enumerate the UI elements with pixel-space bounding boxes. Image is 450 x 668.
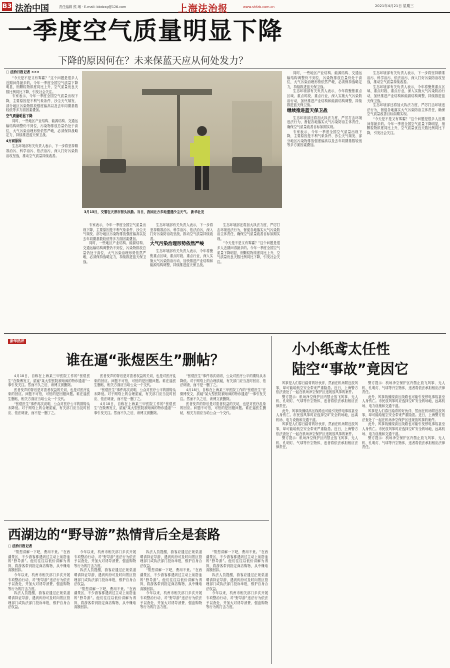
right-feature-paragraph: 此外，风筝线缠绕高压线路也可能引发停电事故甚至人身伤亡。市民放风筝时应选择空旷安全的场地，远离机场、电力设施和交通干道。 — [276, 408, 358, 422]
lead-subtitle: 4方面原因 — [6, 138, 22, 143]
lead-paragraph: 生态环境部还将加大执法力度，严厉打击环境违法行为，督促各地落实大气污染防治主体责任，确保空气质量改善目标如期实现。 — [367, 103, 445, 117]
bottom-feature-paragraph: 执法人员提醒，游客应通过正规渠道聘请持证导游，遇到纠纷可及时向景区管理部门或执法部门投诉举报，维护自身合法权益。 — [206, 572, 268, 591]
section-title: 法治中国 — [15, 3, 50, 14]
bottom-feature-paragraph: “帮您讲解一下吧，费用不贵。”在西湖景区，不少游客都遇到过主动上前搭讪的“野导游”。他们往往以低价讲解为诱饵，将游客带到指定商店购物，从中赚取高额回扣。 — [206, 550, 268, 573]
smog-traffic-photo — [82, 71, 282, 208]
left-feature-paragraph: 医者发声的背后是对患者权益的关切，也是对医疗乱象的回应。问题不可怕，可怕的是回避问题。谁在逼医生删帖，相关方面应当给公众一个交代。 — [8, 387, 90, 401]
left-feature-column — [180, 374, 266, 516]
lead-paragraph: 生态环境部还将加大执法力度，严厉打击环境违法行为，督促各地落实大气污染防治主体责任，确保空气质量改善目标如期实现。 — [217, 223, 280, 241]
left-feature-paragraph: 4月18日，自称在上海某三甲医院工作的“张煜医生”在微博发文，质疑“某大型医院被暗讽的特诊通道”一事引发关注。然而不久之后，该博文被删除。 — [180, 387, 266, 401]
lead-paragraph: 生态环境部有关负责人表示，下一步将坚持精准治污、科学治污、依法治污，深入打好污染防治攻坚战，推动空气质量持续改善。 — [150, 223, 213, 241]
left-feature-paragraph: “张煜医生”事件再次说明，公众对医疗公平的期待从未降低。对于网络上的合理质疑，有关部门应当及时回应、依法调查，而不是一删了之。 — [8, 401, 90, 415]
right-feature-paragraph: 警方提示：机场净空保护区内禁止放飞风筝、无人机、孔明灯、气球等升空物体，违者将依法承担相应法律责任。 — [276, 436, 358, 450]
lead-paragraph: 专家表示，今年一季度全国空气质量出现下降，主要原因是不利气象条件、沙尘天气频发、部分地区污染物排放强度偏高以及去年同期基数较低等多方面因素叠加。 — [83, 223, 146, 241]
bottom-feature-column — [206, 550, 268, 664]
bottom-feature-byline: □ 法治日报记者 — [8, 544, 33, 548]
lead-paragraph: “今天是不是又有雾霾？”这个问题是很多人近期问得最多的。今年一季度全国空气质量下降明显，细颗粒物浓度同比上升，空气质量优良天数比例同比下降，引发社会关注。 — [6, 76, 78, 94]
bottom-feature-paragraph: “帮您讲解一下吧，费用不贵。”在西湖景区，不少游客都遇到过主动上前搭讪的“野导游”。他们往往以低价讲解为诱饵，将游客带到指定商店购物，从中赚取高额回扣。 — [74, 586, 136, 610]
right-feature-paragraph: 风筝是人们春日踏青的好伙伴，然而在机场附近放风筝，却可能给航空安全带来严重隐患。近日，上海警方依法查处了一起在机场净空保护区违规放风筝的案件。 — [276, 381, 358, 395]
right-feature-headline: 小小纸鸢太任性 — [292, 342, 390, 358]
lead-subtitle: 空气质量明显下降 — [6, 113, 33, 118]
right-feature-paragraph: 警方提示：机场净空保护区内禁止放飞风筝、无人机、孔明灯、气球等升空物体，违者将依法承担相应法律责任。 — [362, 436, 445, 450]
bottom-feature-column — [140, 550, 202, 664]
lead-paragraph: 生态环境部有关负责人表示，今年将聚焦重点区域、重点时段、重点行业，深入实施大气污染防治行动，加快推进产业结构和能源结构调整，持续推进蓝天保卫战。 — [287, 89, 362, 108]
left-feature-column — [8, 374, 90, 516]
divider — [271, 336, 272, 664]
right-feature-paragraph: 警方提示：机场净空保护区内禁止放飞风筝、无人机、孔明灯、气球等升空物体，违者将依法承担相应法律责任。 — [362, 381, 445, 395]
lead-paragraph: 专家表示，今年一季度全国空气质量出现下降，主要原因是不利气象条件、沙尘天气频发、部分地区污染物排放强度偏高以及去年同期基数较低等多方面因素叠加。 — [6, 94, 78, 113]
left-feature-paragraph: “张煜医生”事件再次说明，公众对医疗公平的期待从未降低。对于网络上的合理质疑，有关部门应当及时回应、依法调查，而不是一删了之。 — [94, 387, 176, 401]
lead-column — [150, 223, 213, 328]
right-feature-paragraph: 此外，风筝线缠绕高压线路也可能引发停电事故甚至人身伤亡。市民放风筝时应选择空旷安全的场地，远离机场、电力设施和交通干道。 — [362, 422, 445, 436]
left-feature-paragraph: 4月18日，自称在上海某三甲医院工作的“张煜医生”在微博发文，质疑“某大型医院被暗讽的特诊通道”一事引发关注。然而不久之后，该博文被删除。 — [8, 374, 90, 388]
left-feature-headline: 谁在逼“张煜医生”删帖？ — [66, 353, 225, 369]
lead-paragraph: “今天是不是又有雾霾？”这个问题是很多人近期问得最多的。今年一季度全国空气质量下降明显，细颗粒物浓度同比上升，空气质量优良天数比例同比下降，引发社会关注。 — [367, 116, 445, 135]
lead-paragraph: 生态环境部还将加大执法力度，严厉打击环境违法行为，督促各地落实大气污染防治主体责任，确保空气质量改善目标如期实现。 — [287, 115, 362, 129]
bottom-feature-paragraph: “帮您讲解一下吧，费用不贵。”在西湖景区，不少游客都遇到过主动上前搭讪的“野导游”。他们往往以低价讲解为诱饵，将游客带到指定商店购物，从中赚取高额回扣。 — [140, 568, 202, 591]
right-feature-paragraph: 此外，风筝线缠绕高压线路也可能引发停电事故甚至人身伤亡。市民放风筝时应选择空旷安全的场地，远离机场、电力设施和交通干道。 — [362, 394, 445, 408]
left-feature-paragraph: 医者发声的背后是对患者权益的关切，也是对医疗乱象的回应。问题不可怕，可怕的是回避问题。谁在逼医生删帖，相关方面应当给公众一个交代。 — [180, 401, 266, 415]
bottom-feature-paragraph: “帮您讲解一下吧，费用不贵。”在西湖景区，不少游客都遇到过主动上前搭讪的“野导游”。他们往往以低价讲解为诱饵，将游客带到指定商店购物，从中赚取高额回扣。 — [8, 550, 70, 573]
lead-column — [367, 71, 445, 328]
lead-paragraph: 同时，一些地区产业结构、能源结构、交通运输结构调整仍不到位，污染物排放总量仍处于高位，大气污染治理形势依然严峻，必须保持战略定力，持续推进蓝天保卫战。 — [287, 71, 362, 89]
left-feature-paragraph: “张煜医生”事件再次说明，公众对医疗公平的期待从未降低。对于网络上的合理质疑，有关部门应当及时回应、依法调查，而不是一删了之。 — [180, 374, 266, 388]
lead-subtitle: 继续推进蓝天保卫战 — [287, 108, 328, 114]
photo-caption: 3月15日，交警在天津市街头执勤。当日，我国北方多地遭遇沙尘天气。 新华社发 — [84, 210, 205, 214]
lead-paragraph: 专家表示，今年一季度全国空气质量出现下降，主要原因是不利气象条件、沙尘天气频发、部分地区污染物排放强度偏高以及去年同期基数较低等多方面因素叠加。 — [287, 129, 362, 148]
bottom-feature-headline: 西湖边的“野导游”热情背后全是套路 — [8, 528, 221, 543]
left-feature-column — [94, 374, 176, 516]
section-tag: 新华热评 — [10, 339, 25, 343]
lead-subtitle: 大气污染治理形势依然严峻 — [150, 242, 204, 248]
lead-paragraph: 同时，一些地区产业结构、能源结构、交通运输结构调整仍不到位，污染物排放总量仍处于高位，大气污染治理形势依然严峻，必须保持战略定力，持续推进蓝天保卫战。 — [6, 119, 78, 138]
lead-paragraph: 生态环境部有关负责人表示，今年将聚焦重点区域、重点时段、重点行业，深入实施大气污染防治行动，加快推进产业结构和能源结构调整，持续推进蓝天保卫战。 — [367, 84, 445, 103]
lead-paragraph: 同时，一些地区产业结构、能源结构、交通运输结构调整仍不到位，污染物排放总量仍处于高位，大气污染治理形势依然严峻，必须保持战略定力，持续推进蓝天保卫战。 — [83, 241, 146, 264]
paper-url: www.shfzb.com.cn — [243, 5, 275, 9]
bottom-feature-paragraph: 执法人员提醒，游客应通过正规渠道聘请持证导游，遇到纠纷可及时向景区管理部门或执法部门投诉举报，维护自身合法权益。 — [74, 568, 136, 587]
right-feature-paragraph: 警方提示：机场净空保护区内禁止放飞风筝、无人机、孔明灯、气球等升空物体，违者将依法承担相应法律责任。 — [276, 394, 358, 408]
right-feature-column — [276, 381, 358, 663]
divider — [4, 333, 446, 334]
right-feature-subheadline: 陆空“事故”竟因它 — [292, 362, 409, 378]
lead-column — [83, 223, 146, 328]
editor-line: 责任编辑 熊 琳 · E-mail: bbdzxg@126.com — [59, 5, 127, 9]
divider — [4, 520, 269, 521]
issue-date: 2021年4月21日 星期三 — [375, 4, 414, 8]
left-feature-paragraph: 医者发声的背后是对患者权益的关切，也是对医疗乱象的回应。问题不可怕，可怕的是回避问题。谁在逼医生删帖，相关方面应当给公众一个交代。 — [94, 374, 176, 388]
lead-column — [6, 76, 78, 328]
divider — [4, 68, 446, 69]
bottom-feature-paragraph: 执法人员提醒，游客应通过正规渠道聘请持证导游，遇到纠纷可及时向景区管理部门或执法部门投诉举报，维护自身合法权益。 — [8, 591, 70, 610]
lead-paragraph: 生态环境部有关负责人表示，下一步将坚持精准治污、科学治污、依法治污，深入打好污染防治攻坚战，推动空气质量持续改善。 — [367, 71, 445, 85]
lead-photo — [82, 71, 282, 208]
left-feature-paragraph: 4月18日，自称在上海某三甲医院工作的“张煜医生”在微博发文，质疑“某大型医院被暗讽的特诊通道”一事引发关注。然而不久之后，该博文被删除。 — [94, 401, 176, 415]
bottom-feature-paragraph: 执法人员提醒，游客应通过正规渠道聘请持证导游，遇到纠纷可及时向景区管理部门或执法部门投诉举报，维护自身合法权益。 — [140, 550, 202, 568]
masthead — [0, 0, 450, 13]
lead-paragraph: 生态环境部有关负责人表示，今年将聚焦重点区域、重点时段、重点行业，深入实施大气污染防治行动，加快推进产业结构和能源结构调整，持续推进蓝天保卫战。 — [150, 249, 213, 268]
lead-subheadline: 下降的原因何在？未来保蓝天应从何处发力？ — [58, 56, 249, 67]
right-feature-paragraph: 风筝是人们春日踏青的好伙伴，然而在机场附近放风筝，却可能给航空安全带来严重隐患。近日，上海警方依法查处了一起在机场净空保护区违规放风筝的案件。 — [362, 408, 445, 422]
right-feature-paragraph: 风筝是人们春日踏青的好伙伴，然而在机场附近放风筝，却可能给航空安全带来严重隐患。近日，上海警方依法查处了一起在机场净空保护区违规放风筝的案件。 — [276, 422, 358, 436]
bottom-feature-paragraph: 今年以来，杭州市相关部门多次开展专项整治行动，对“野导游”违法行为依法予以查处，并加大对诱导消费、强迫购物等行为的打击力度。 — [74, 550, 136, 568]
lead-column — [217, 223, 280, 328]
bottom-feature-paragraph: 今年以来，杭州市相关部门多次开展专项整治行动，对“野导游”违法行为依法予以查处，并加大对诱导消费、强迫购物等行为的打击力度。 — [8, 572, 70, 591]
bottom-feature-column — [8, 550, 70, 664]
lead-byline: □ 法治日报记者 ××× — [6, 70, 40, 74]
page-number-badge: B3 — [2, 2, 12, 10]
lead-paragraph: 生态环境部有关负责人表示，下一步将坚持精准治污、科学治污、依法治污，深入打好污染防治攻坚战，推动空气质量持续改善。 — [6, 144, 78, 158]
lead-headline: 一季度空气质量明显下降 — [8, 17, 283, 45]
bottom-feature-paragraph: 今年以来，杭州市相关部门多次开展专项整治行动，对“野导游”违法行为依法予以查处，并加大对诱导消费、强迫购物等行为的打击力度。 — [206, 591, 268, 610]
lead-paragraph: “今天是不是又有雾霾？”这个问题是很多人近期问得最多的。今年一季度全国空气质量下降明显，细颗粒物浓度同比上升，空气质量优良天数比例同比下降，引发社会关注。 — [217, 241, 280, 264]
paper-name: 上海法治报 — [178, 3, 229, 15]
right-feature-column — [362, 381, 445, 663]
lead-column — [287, 71, 362, 328]
bottom-feature-paragraph: 今年以来，杭州市相关部门多次开展专项整治行动，对“野导游”违法行为依法予以查处，并加大对诱导消费、强迫购物等行为的打击力度。 — [140, 591, 202, 610]
bottom-feature-column — [74, 550, 136, 664]
